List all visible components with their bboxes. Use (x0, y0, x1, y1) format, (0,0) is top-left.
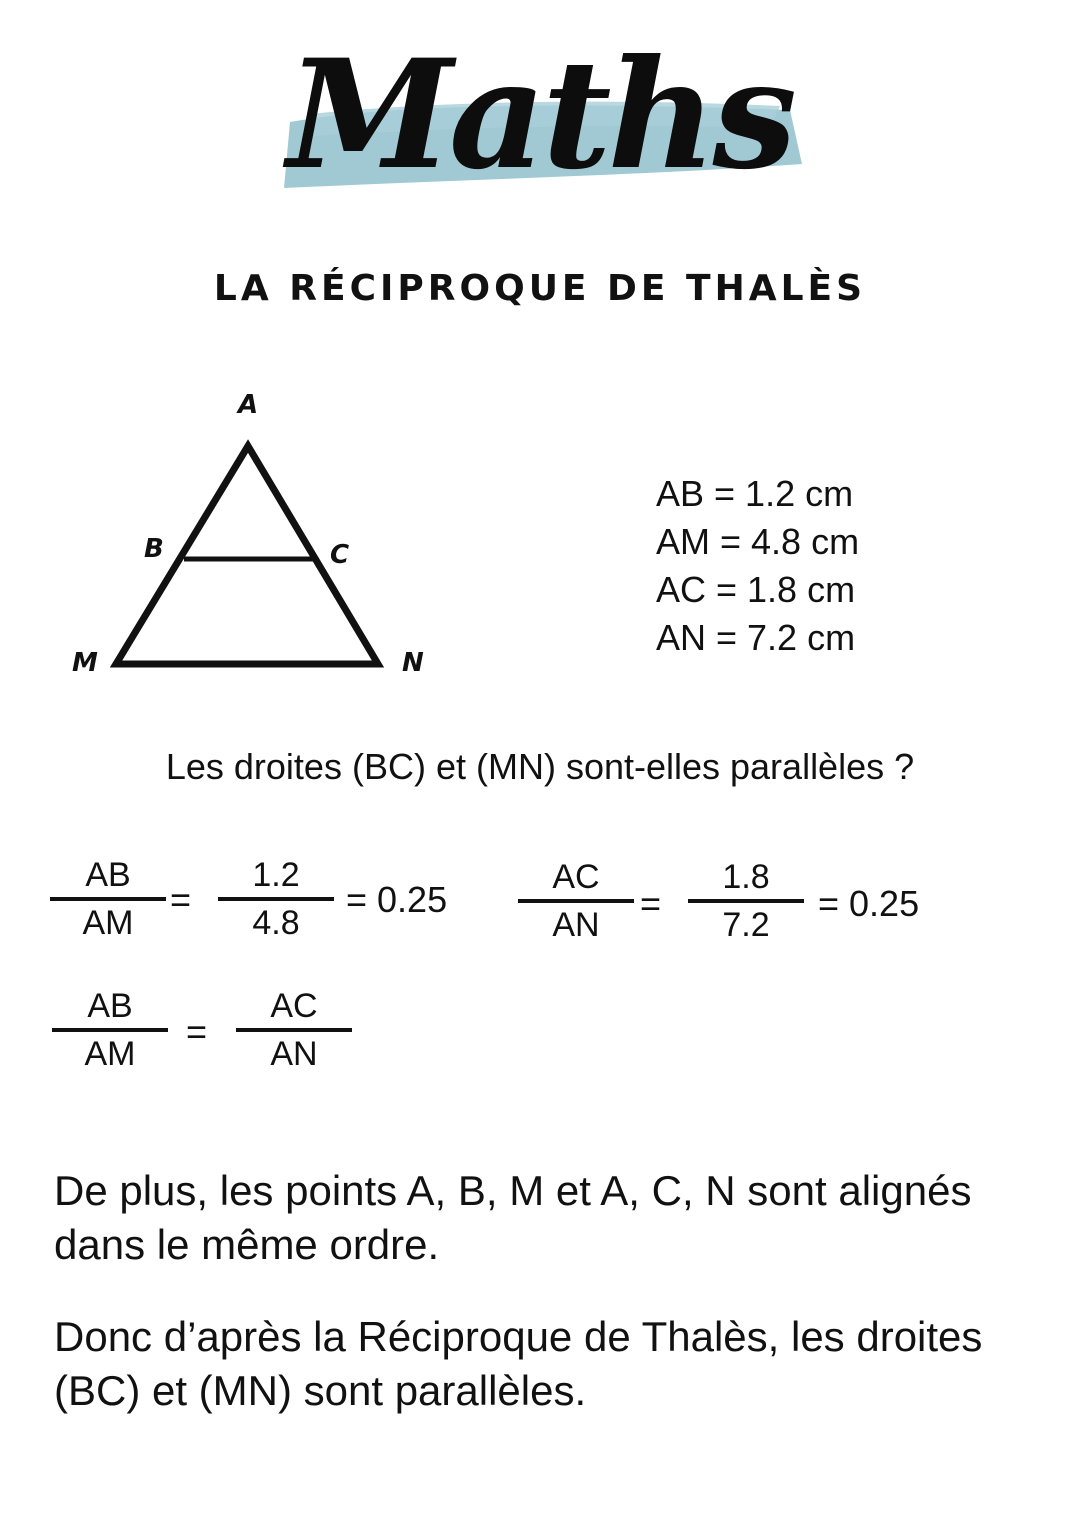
point-label-a: A (238, 390, 259, 420)
fraction-ac-an (518, 857, 634, 945)
measure-am: AM = 4.8 cm (656, 521, 860, 562)
point-label-m: M (72, 648, 98, 678)
equals-sign: = (186, 1011, 208, 1052)
page-title: Maths (286, 27, 794, 203)
result-ab-am: = 0.25 (346, 879, 448, 920)
measure-ab: AB = 1.2 cm (656, 473, 854, 514)
fraction-numerator: AC (270, 987, 318, 1025)
fraction-numerator: 1.2 (252, 856, 300, 894)
conclusion-alignment: De plus, les points A, B, M et A, C, N sont alignés dans le même ordre. (54, 1167, 972, 1268)
fraction-denominator: AN (270, 1035, 318, 1073)
fraction-numerator: AB (87, 987, 133, 1025)
result-ac-an: = 0.25 (818, 883, 920, 924)
fraction-denominator: AM (82, 904, 134, 942)
point-label-n: N (402, 648, 424, 678)
fraction-bar (218, 897, 334, 901)
fraction-numerator: AC (552, 858, 600, 896)
equals-sign: = (640, 883, 662, 924)
measures-list (656, 470, 859, 662)
fraction-bar (236, 1028, 352, 1032)
triangle-figure (60, 380, 460, 700)
point-label-b: B (144, 534, 164, 564)
fraction-ab-am-final (52, 986, 168, 1074)
fraction-1-8-over-7-2 (688, 857, 804, 945)
conclusion-parallel: Donc d’après la Réciproque de Thalès, les droites (BC) et (MN) sont parallèles. (54, 1313, 983, 1414)
fraction-denominator: AN (552, 906, 600, 944)
fraction-denominator: 4.8 (252, 904, 300, 942)
fraction-ac-an-final (236, 986, 352, 1074)
page-subtitle: LA RÉCIPROQUE DE THALÈS (213, 268, 867, 309)
fraction-1-2-over-4-8 (218, 855, 334, 943)
measure-ac: AC = 1.8 cm (656, 569, 856, 610)
fraction-denominator: AM (84, 1035, 136, 1073)
point-label-c: C (330, 540, 350, 570)
fraction-numerator: 1.8 (722, 858, 770, 896)
fraction-ab-am (50, 855, 166, 943)
fraction-bar (50, 897, 166, 901)
fraction-numerator: AB (85, 856, 131, 894)
equals-sign: = (170, 879, 192, 920)
fraction-denominator: 7.2 (722, 906, 770, 944)
question-text: Les droites (BC) et (MN) sont-elles parallèles ? (165, 746, 915, 787)
measure-an: AN = 7.2 cm (656, 617, 856, 658)
fraction-bar (518, 899, 634, 903)
fraction-bar (688, 899, 804, 903)
fraction-bar (52, 1028, 168, 1032)
